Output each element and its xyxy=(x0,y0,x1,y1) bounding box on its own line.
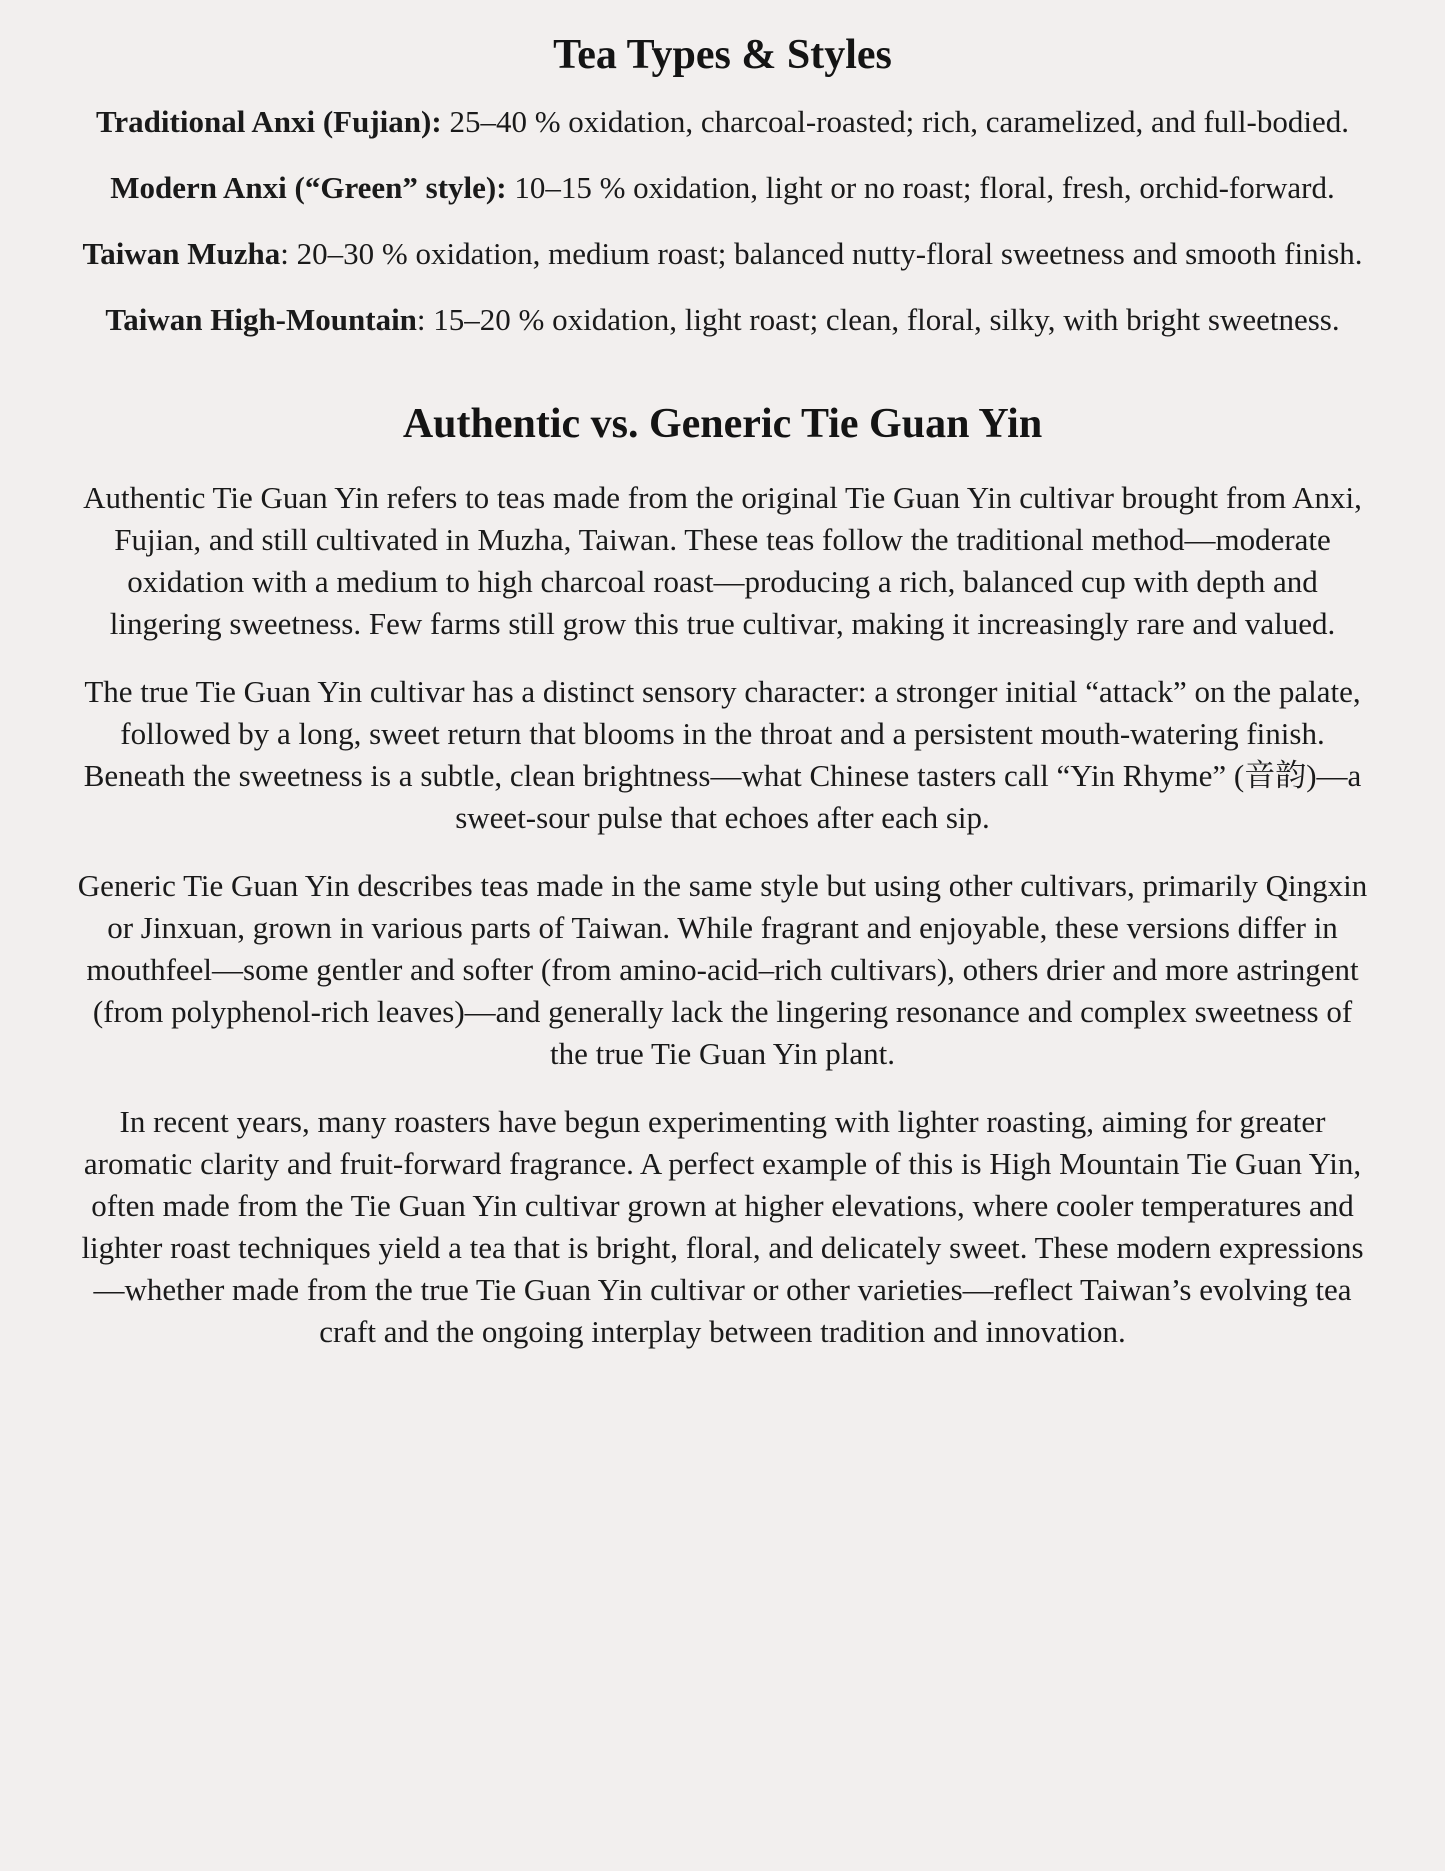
style-item-taiwan-high-mountain xyxy=(73,299,1373,341)
style-description: 10–15 % oxidation, light or no roast; floral, fresh, orchid-forward. xyxy=(506,169,1335,205)
section-heading-authentic-vs-generic: Authentic vs. Generic Tie Guan Yin xyxy=(402,400,1043,447)
paragraph-modern-trends: In recent years, many roasters have begun experimenting with lighter roasting, aiming for greater aromatic clarity and fruit-forward fragrance. A perfect example of this is High Mountain Tie Guan Yin, often made from the Tie Guan Yin cultivar grown at higher elevations, where cooler temperatures and lighter roast techniques yield a tea that is bright, floral, and delicately sweet. These modern expressions—whether made from the true Tie Guan Yin cultivar or other varieties—reflect Taiwan’s evolving tea craft and the ongoing interplay between tradition and innovation. xyxy=(81,1104,1364,1350)
paragraph-generic: Generic Tie Guan Yin describes teas made in the same style but using other cultivars, primarily Qingxin or Jinxuan, grown in various parts of Taiwan. While fragrant and enjoyable, these versions differ in mouthfeel—some gentler and softer (from amino-acid–rich cultivars), others drier and more astringent (from polyphenol-rich leaves)—and generally lack the lingering resonance and complex sweetness of the true Tie Guan Yin plant. xyxy=(77,868,1368,1072)
style-name: Taiwan Muzha xyxy=(82,235,281,271)
paragraph-authentic: Authentic Tie Guan Yin refers to teas made from the original Tie Guan Yin cultivar brought from Anxi, Fujian, and still cultivated in Muzha, Taiwan. These teas follow the traditional method—moderate oxidation with a medium to high charcoal roast—producing a rich, balanced cup with depth and lingering sweetness. Few farms still grow this true cultivar, making it increasingly rare and valued. xyxy=(83,480,1362,642)
section-heading-tea-types: Tea Types & Styles xyxy=(553,32,892,78)
style-item-traditional-anxi xyxy=(73,101,1373,143)
paragraph-sensory-character: The true Tie Guan Yin cultivar has a distinct sensory character: a stronger initial “attack” on the palate, followed by a long, sweet return that blooms in the throat and a persistent mouth-watering finish. Beneath the sweetness is a subtle, clean brightness—what Chinese tasters call “Yin Rhyme” (音韵)—a sweet-sour pulse that echoes after each sip. xyxy=(83,674,1362,836)
authentic-vs-generic-section xyxy=(70,397,1375,1354)
tea-types-section xyxy=(70,28,1375,341)
style-item-taiwan-muzha xyxy=(73,233,1373,275)
style-description: 20–30 % oxidation, medium roast; balanced nutty-floral sweetness and smooth finish. xyxy=(288,235,1363,271)
style-description: 25–40 % oxidation, charcoal-roasted; rich, caramelized, and full-bodied. xyxy=(441,103,1349,139)
style-name: Taiwan High-Mountain xyxy=(105,301,417,337)
style-sep: : xyxy=(416,301,426,337)
style-name: Modern Anxi (“Green” style): xyxy=(110,169,507,205)
style-item-modern-anxi xyxy=(73,167,1373,209)
style-name: Traditional Anxi (Fujian): xyxy=(96,103,442,139)
style-description: 15–20 % oxidation, light roast; clean, floral, silky, with bright sweetness. xyxy=(425,301,1340,337)
style-sep: : xyxy=(280,235,289,271)
